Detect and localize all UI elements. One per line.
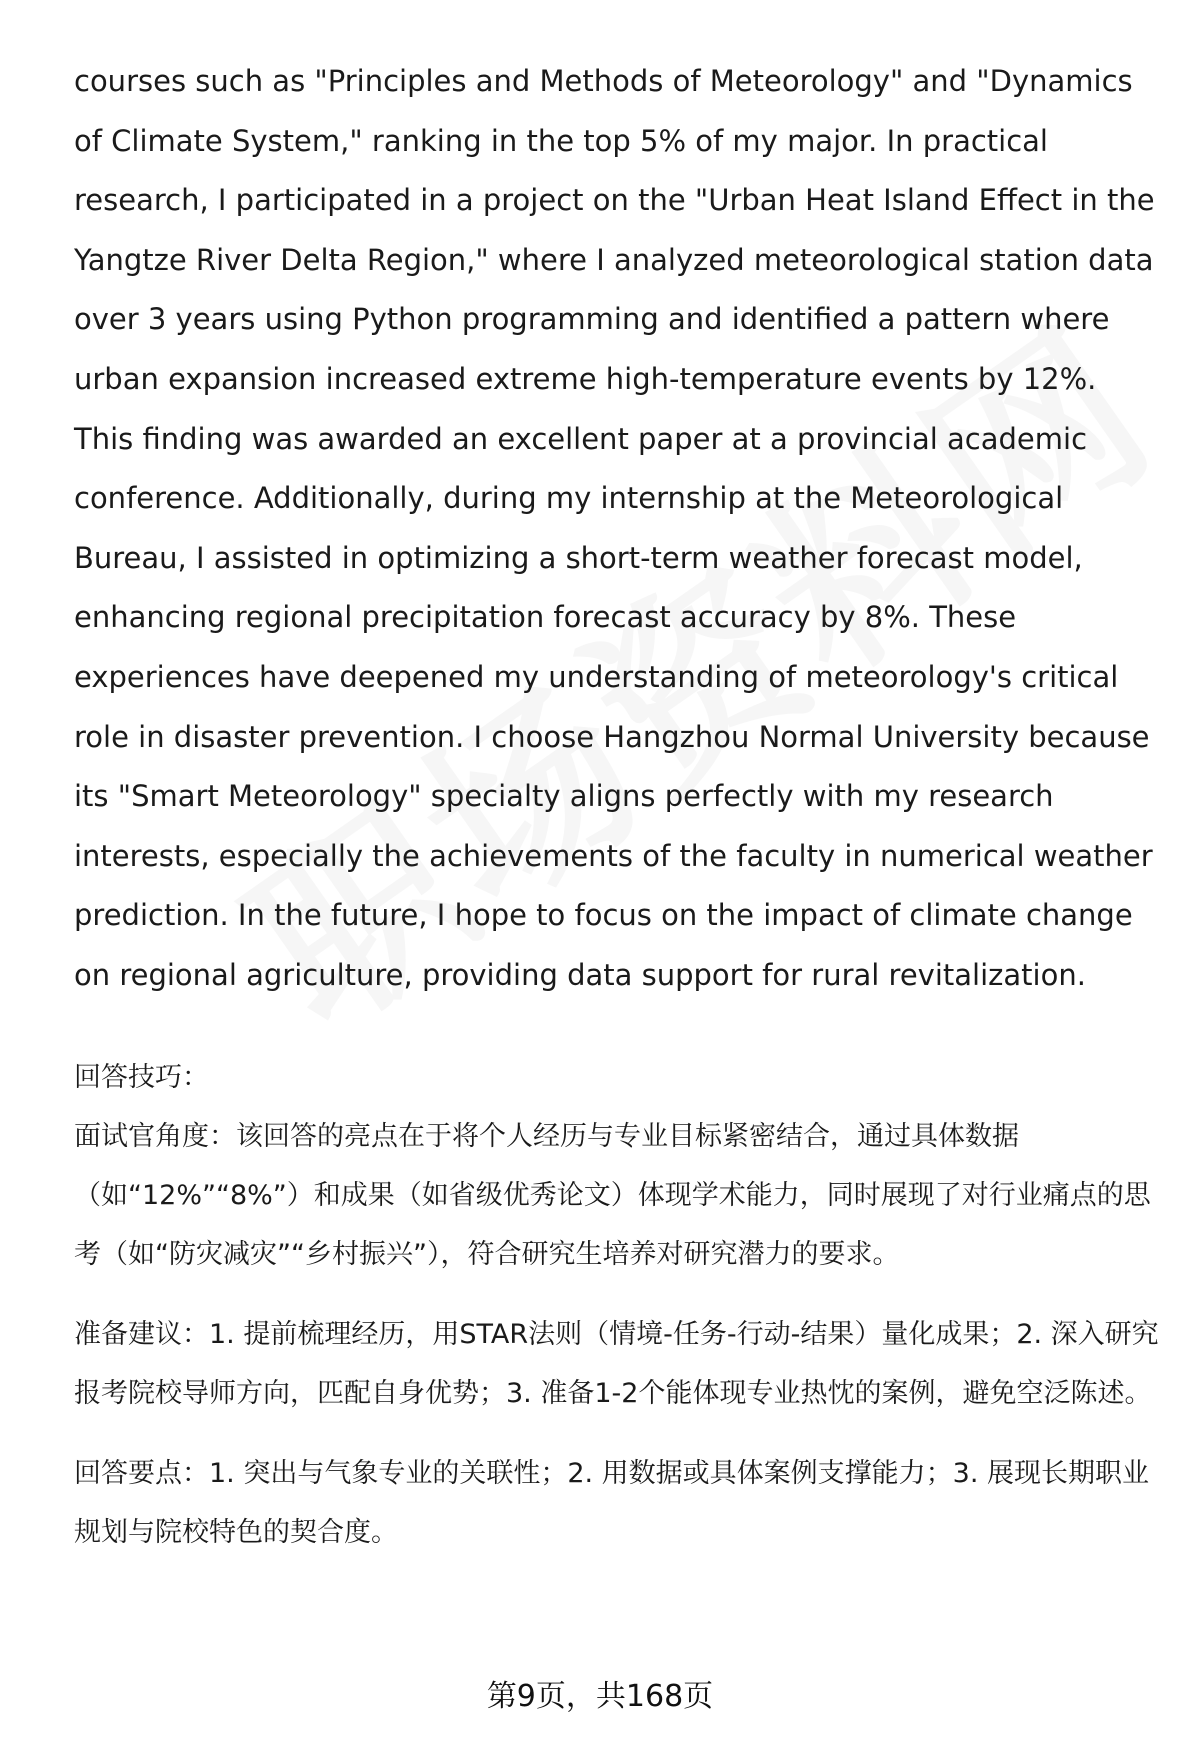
page-content: [74, 52, 1164, 1562]
tips-heading: 回答技巧：: [74, 1061, 209, 1093]
interviewer-view-paragraph: 面试官角度：该回答的亮点在于将个人经历与专业目标紧密结合，通过具体数据（如“12%”“8%”）和成果（如省级优秀论文）体现学术能力，同时展现了对行业痛点的思考（如“防灾减灾”“乡村振兴”），符合研究生培养对研究潜力的要求。: [74, 1120, 1151, 1270]
key-points-paragraph: 回答要点：1. 突出与气象专业的关联性；2. 用数据或具体案例支撑能力；3. 展现长期职业规划与院校特色的契合度。: [74, 1457, 1150, 1548]
tips-section: [74, 1048, 1164, 1562]
page-indicator: 第9页，共168页: [486, 1679, 714, 1714]
preparation-paragraph: 准备建议：1. 提前梳理经历，用STAR法则（情境-任务-行动-结果）量化成果；2. 深入研究报考院校导师方向，匹配自身优势；3. 准备1-2个能体现专业热忱的案例，避免空泛陈述。: [74, 1318, 1159, 1409]
body-paragraph: courses such as "Principles and Methods of Meteorology" and "Dynamics of Climate System," ranking in the top 5% of my major. In practical research, I participated in a project on the "Urban Heat Island Effect in the Yangtze River Delta Region," where I analyzed meteorological station data over 3 years using Python programming and identified a pattern where urban expansion increased extreme high-temperature events by 12%. This finding was awarded an excellent paper at a provincial academic conference. Additionally, during my internship at the Meteorological Bureau, I assisted in optimizing a short-term weather forecast model, enhancing regional precipitation forecast accuracy by 8%. These experiences have deepened my understanding of meteorology's critical role in disaster prevention. I choose Hangzhou Normal University because its "Smart Meteorology" specialty aligns perfectly with my research interests, especially the achievements of the faculty in numerical weather prediction. In the future, I hope to focus on the impact of climate change on regional agriculture, providing data support for rural revitalization.: [74, 64, 1155, 992]
